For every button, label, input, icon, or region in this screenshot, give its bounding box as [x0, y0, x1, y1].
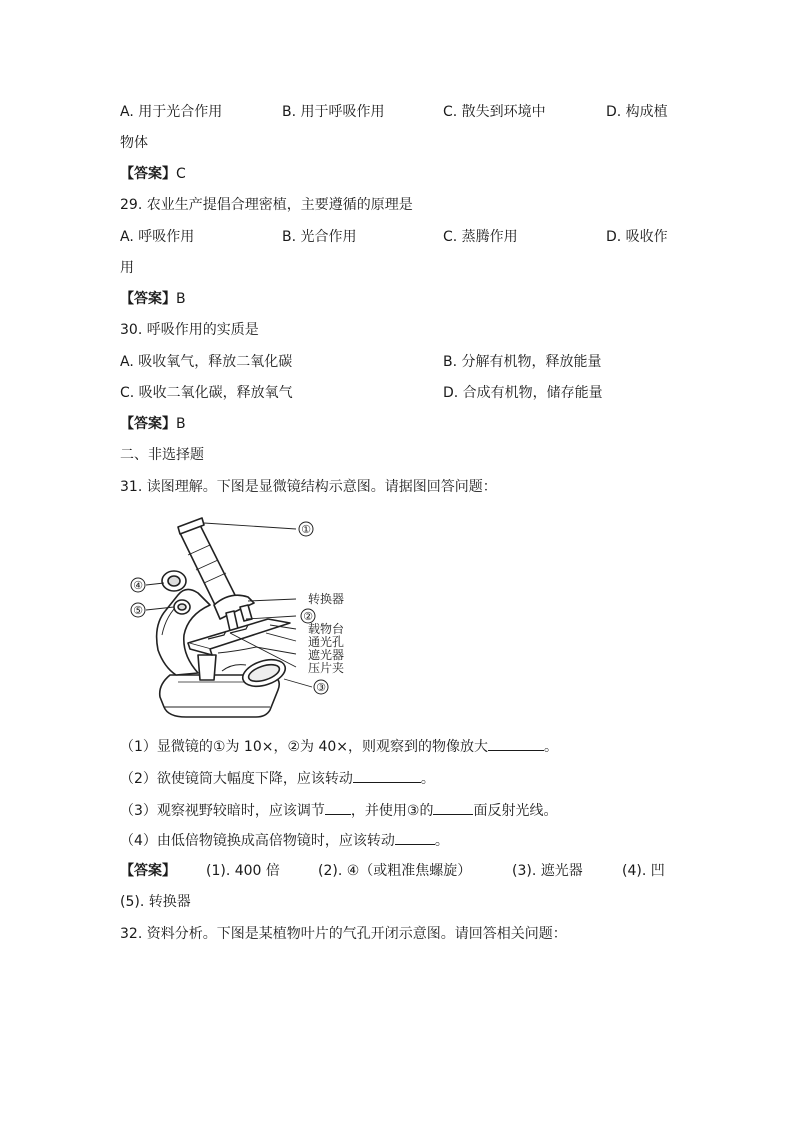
microscope-diagram [118, 515, 358, 725]
q29-option-b: B. 光合作用 [282, 229, 357, 245]
sub1-text: （1）显微镜的①为 10×，②为 40×，则观察到的物像放大 [120, 739, 488, 755]
sub3-mid: ，并使用③的 [350, 803, 434, 819]
q30-stem: 30. 呼吸作用的实质是 [120, 322, 259, 338]
stage [188, 619, 290, 649]
answer-value: B [176, 416, 186, 432]
sub1-end: 。 [544, 739, 558, 755]
q31-sub2 [120, 768, 435, 789]
q29-option-d: D. 吸收作 [606, 229, 668, 245]
answer-blank [353, 768, 421, 783]
q28-option-d: D. 构成植 [606, 104, 668, 120]
answer-value: C [176, 166, 186, 182]
sub3-text: （3）观察视野较暗时，应该调节 [120, 803, 325, 819]
q30-option-a: A. 吸收氧气，释放二氧化碳 [120, 354, 293, 370]
label-aperture: 通光孔 [308, 635, 345, 649]
label-coarse-knob: ④ [133, 579, 143, 592]
q31-answer-5: (5). 转换器 [120, 894, 191, 910]
label-stage: 载物台 [308, 622, 345, 636]
answer-label: 【答案】 [120, 166, 176, 182]
answer-label: 【答案】 [120, 416, 176, 432]
q31-stem: 31. 读图理解。下图是显微镜结构示意图。请据图回答问题： [120, 479, 497, 495]
q30-option-c: C. 吸收二氧化碳，释放氧气 [120, 385, 293, 401]
q30-option-d: D. 合成有机物，储存能量 [443, 385, 603, 401]
q31-answer-4: (4). 凹 [622, 863, 665, 879]
answer-label: 【答案】 [120, 291, 176, 307]
q28-option-b: B. 用于呼吸作用 [282, 104, 385, 120]
label-diaphragm: 遮光器 [308, 648, 345, 662]
answer-blank [325, 800, 351, 815]
q28-option-c: C. 散失到环境中 [443, 104, 546, 120]
label-converter: 转换器 [308, 592, 345, 606]
q31-answer-2: (2). ④（或粗准焦螺旋） [318, 863, 472, 879]
section-title: 二、非选择题 [120, 447, 204, 463]
q28-option-d-wrap: 物体 [120, 135, 148, 151]
answer-blank [433, 800, 473, 815]
sub2-end: 。 [420, 771, 435, 787]
label-fine-knob: ⑤ [133, 604, 143, 617]
q29-stem: 29. 农业生产提倡合理密植，主要遵循的原理是 [120, 197, 413, 213]
answer-blank [488, 736, 544, 751]
label-mirror: ③ [316, 681, 326, 694]
q31-answer-3: (3). 遮光器 [512, 863, 583, 879]
label-objective: ② [303, 610, 313, 623]
q28-answer [120, 164, 186, 184]
sub3-end: 面反射光线。 [473, 803, 558, 819]
q32-stem: 32. 资料分析。下图是某植物叶片的气孔开闭示意图。请回答相关问题： [120, 926, 567, 942]
label-eyepiece: ① [301, 523, 311, 536]
sub4-text: （4）由低倍物镜换成高倍物镜时，应该转动 [120, 833, 395, 849]
q30-option-b: B. 分解有机物，释放能量 [443, 354, 602, 370]
q29-answer [120, 289, 186, 309]
q29-option-a: A. 呼吸作用 [120, 229, 195, 245]
q31-sub4 [120, 830, 449, 851]
q29-option-d-wrap: 用 [120, 260, 134, 276]
q31-answer-label: 【答案】 [120, 863, 176, 879]
sub2-text: （2）欲使镜筒大幅度下降，应该转动 [120, 771, 353, 787]
q31-sub1 [120, 736, 558, 757]
answer-blank [395, 830, 435, 845]
q28-option-a: A. 用于光合作用 [120, 104, 223, 120]
q29-option-c: C. 蒸腾作用 [443, 229, 518, 245]
q31-answer-1: (1). 400 倍 [206, 863, 280, 879]
sub4-end: 。 [434, 833, 449, 849]
q31-sub3 [120, 800, 557, 821]
label-clip: 压片夹 [308, 661, 345, 675]
answer-value: B [176, 291, 186, 307]
q30-answer [120, 414, 186, 434]
